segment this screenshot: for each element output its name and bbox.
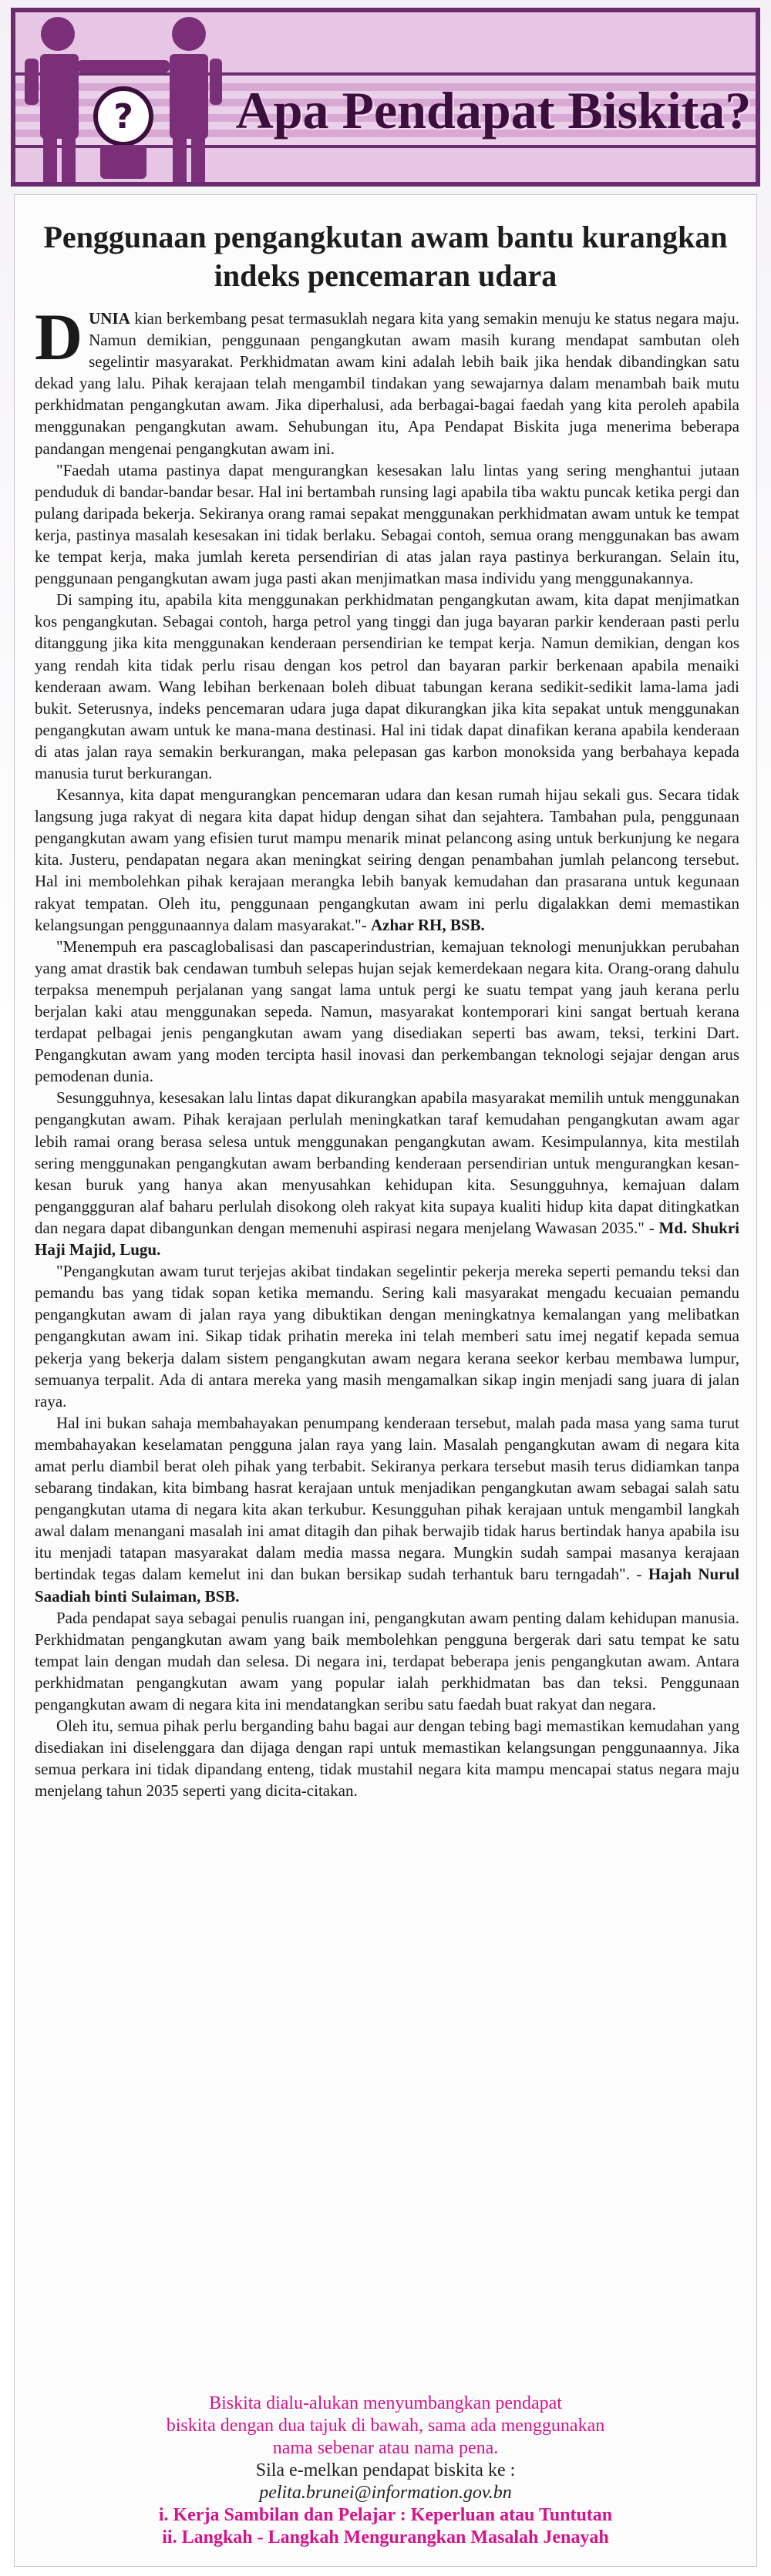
header-banner <box>11 8 760 187</box>
paragraph: "Faedah utama pastinya dapat mengurangkan kesesakan lalu lintas yang sering menghantui jutaan penduduk di bandar-bandar besar. Hal ini bertambah runsing lagi apabila tiba waktu puncak ketika pergi dan pulang daripada bekerja. Sekiranya orang ramai sepakat menggunakan perkhidmatan awam untuk ke tempat kerja, pastinya masalah kesesakan ini tidak berlaku. Sebagai contoh, semua orang menggunakan bas awam ke tempat kerja, maka jumlah kereta persendirian di atas jalan raya pastinya berkurangan. Selain itu, penggunaan pengangkutan awam juga pasti akan menjimatkan masa individu yang menggunakannya. <box>35 460 739 588</box>
topic-line: ii. Langkah - Langkah Mengurangkan Masalah Jenayah <box>162 2527 609 2547</box>
contributor-signature: Azhar RH, BSB. <box>371 915 485 934</box>
paragraph <box>35 1087 739 1260</box>
paragraph-text: Sesungguhnya, kesesakan lalu lintas dapat dikurangkan apabila masyarakat memilih untuk menggunakan pengangkutan awam. Pihak kerajaan perlulah meningkatkan taraf kemudahan pengangkutan awam agar lebih ramai orang berasa selesa untuk menggunakan pengangkutan awam. Kesimpulannya, kita mestilah sering menggunakan pengangkutan awam berbanding kenderaan persendirian untuk mengurangkan kesan-kesan buruk yang hanya akan menyusahkan kehidupan kita. Sesungguhnya, kemajuan dalam penganggguran alaf baharu perlulah disokong oleh rakyat kita supaya kualiti hidup kita dapat ditingkatkan dan negara dapat dibangunkan dengan memenuhi aspirasi negara menjelang Wawasan 2035." - <box>35 1088 739 1237</box>
topic-line: i. Kerja Sambilan dan Pelajar : Keperluan atau Tuntutan <box>158 2505 613 2525</box>
paragraph-text: Kesannya, kita dapat mengurangkan pencemaran udara dan kesan rumah hijau sekali gus. Secara tidak langsung juga rakyat di negara kita dapat hidup dengan sihat dan sejahtera. Tambahan pula, penggunaan pengangkutan awam yang efisien turut mampu menarik minat pelancong asing untuk berkunjung ke negara kita. Justeru, pendapatan negara akan meningkat seiring dengan penambahan jumlah pelancong tersebut. Hal ini membolehkan pihak kerajaan merangka lebih banyak kemudahan dan prasarana untuk kegunaan rakyat tempatan. Oleh itu, penggunaan pengangkutan awam ini perlu digalakkan demi memastikan kelangsungan penggunaannya dalam masyarakat."- <box>35 785 739 934</box>
paragraph: Pada pendapat saya sebagai penulis ruangan ini, pengangkutan awam penting dalam kehidupan manusia. Perkhidmatan pengangkutan awam yang baik membolehkan pengguna bergerak dari satu tempat ke satu tempat lain dengan mudah dan selesa. Di negara ini, terdapat beberapa jenis pengangkutan awam. Antara perkhidmatan pengangkutan awam yang popular ialah perkhidmatan bas dan teksi. Penggunaan pengangkutan awam di negara kita ini mendatangkan seribu satu faedah buat rakyat dan negara. <box>35 1608 739 1713</box>
paragraph <box>35 784 739 936</box>
banner-title: Apa Pendapat Biskita? <box>235 80 752 140</box>
email-address[interactable]: pelita.brunei@information.gov.bn <box>259 2483 512 2503</box>
lead-text: kian berkembang pesat termasuklah negara kita yang semakin menuju ke status negara maju. Namun demikian, penggunaan pengangkutan awam masih kurang mendapat sambutan oleh segelintir masyarakat. Perkhidmatan awam kini adalah lebih baik jika hendak dibandingkan satu dekad yang lalu. Pihak kerajaan telah mengambil tindakan yang sewajarnya dalam menambah baik mutu perkhidmatan pengangkutan awam. Jika diperhalusi, ada berbagai-bagai faedah yang kita peroleh apabila menggunakan pengangkutan awam. Sehubungan itu, Apa Pendapat Biskita juga menerima beberapa pandangan mengenai pengangkutan awam ini. <box>35 309 739 458</box>
lead-first-word: UNIA <box>89 309 130 328</box>
paragraph: "Pengangkutan awam turut terjejas akibat tindakan segelintir pekerja mereka seperti pemandu teksi dan pemandu bas yang tidak sopan ketika memandu. Sering kali masyarakat mengadu kecuaian pemandu pengangkutan awam di jalan raya yang dibuktikan dengan meningkatnya kemalangan yang melibatkan pengangkutan awam ini. Sikap tidak prihatin mereka ini telah memberi satu imej negatif kepada semua pekerja yang bekerja dalam sistem pengangkutan awam negara kerana seekor kerbau membawa lumpur, semuanya terpalit. Ada di antara mereka yang masih mengamalkan sikap ingin menjadi sang juara di jalan raya. <box>35 1262 739 1411</box>
paragraph: "Menempuh era pascaglobalisasi dan pascaperindustrian, kemajuan teknologi menunjukkan perubahan yang amat drastik bak cendawan tumbuh selepas hujan sejak kemerdekaan negara kita. Orang-orang dahulu terpaksa menempuh perjalanan yang sangat lama untuk pergi ke suatu tempat yang jauh kerana perlu berjalan kaki atau menggunakan sepeda. Namun, masyarakat kontemporari kini sangat bertuah kerana terdapat pelbagai jenis pengangkutan awam yang disediakan seperti bas awam, teksi, terkini Dart. Pengangkutan awam yang moden tercipta hasil inovasi dan perkembangan teknologi sejajar dengan arus pemodenan dunia. <box>35 937 739 1086</box>
article <box>14 194 757 2567</box>
paragraph-text: Hal ini bukan sahaja membahayakan penumpang kenderaan tersebut, malah pada masa yang sama turut membahayakan keselamatan pengguna jalan raya yang lain. Masalah pengangkutan awam di negara kita amat perlu diambil berat oleh pihak yang terbabit. Sekiranya perkara tersebut masih terus didiamkan tanpa sebarang tindakan, kita bimbang hasrat kerajaan untuk menjadikan pengangkutan awam sebagai salah satu pengangkutan utama di negara kita akan terkubur. Kesungguhan pihak kerajaan untuk mengambil langkah awal dalam menangani masalah ini amat ditagih dan pihak berwajib tidak harus bertindak hanya apabila isu itu menjadi tatapan masyarakat dalam media massa negara. Mungkin sudah sampai masanya kerajaan bertindak tegas dalam kemelut ini dan bukan bersikap sudah terhantuk baru terngadah". - <box>35 1413 739 1584</box>
paragraph: Di samping itu, apabila kita menggunakan perkhidmatan pengangkutan awam, kita dapat menjimatkan kos pengangkutan. Sebagai contoh, harga petrol yang tinggi dan juga bayaran parkir kenderaan pasti perlu ditanggung jika kita menggunakan kenderaan persendirian ke tempat kerja. Namun demikian, dengan kos yang rendah kita tidak perlu risau dengan kos petrol dan bayaran parkir berkenaan apabila menaiki kenderaan awam. Wang lebihan berkenaan boleh dibuat tabungan kerana sedikit-sedikit lama-lama jadi bukit. Seterusnya, indeks pencemaran udara juga dapat dikurangkan jika kita sepakat untuk menggunakan pengangkutan awam untuk ke mana-mana destinasi. Hal ini tidak dapat dinafikan kerana apabila kenderaan di atas jalan raya semakin berkurangan, maka pelepasan gas karbon monoksida yang berbahaya kepada manusia turut berkurangan. <box>35 590 739 782</box>
contributor-signature: Md. Shukri Haji Majid, Lugu. <box>35 1218 739 1259</box>
people-question-icon <box>23 12 224 182</box>
paragraph: Oleh itu, semua pihak perlu berganding bahu bagai aur dengan tebing bagi memastikan kemudahan yang disediakan ini diselenggara dan dijaga dengan rapi untuk memastikan kelangsungan penggunaannya. Jika semua perkara ini tidak dipandang enteng, tidak mustahil negara kita mampu mencapai status negara maju menjelang tahun 2035 seperti yang dicita-citakan. <box>35 1717 739 1801</box>
email-label: Sila e-melkan pendapat biskita ke : <box>255 2460 516 2480</box>
lead-paragraph <box>35 300 739 459</box>
invite-line: nama sebenar atau nama pena. <box>272 2438 499 2458</box>
submission-footer <box>15 2393 756 2549</box>
svg-text:?: ? <box>113 97 133 136</box>
article-headline: Penggunaan pengangkutan awam bantu kurangkan indeks pencemaran udara <box>43 220 728 293</box>
paragraph <box>35 1412 739 1607</box>
invite-line: biskita dengan dua tajuk di bawah, sama ada menggunakan <box>166 2416 605 2436</box>
drop-cap: D <box>35 300 83 374</box>
contributor-signature: Hajah Nurul Saadiah binti Sulaiman, BSB. <box>35 1565 740 1606</box>
article-body <box>15 300 756 1801</box>
invite-line: Biskita dialu-alukan menyumbangkan pendapat <box>209 2393 562 2413</box>
